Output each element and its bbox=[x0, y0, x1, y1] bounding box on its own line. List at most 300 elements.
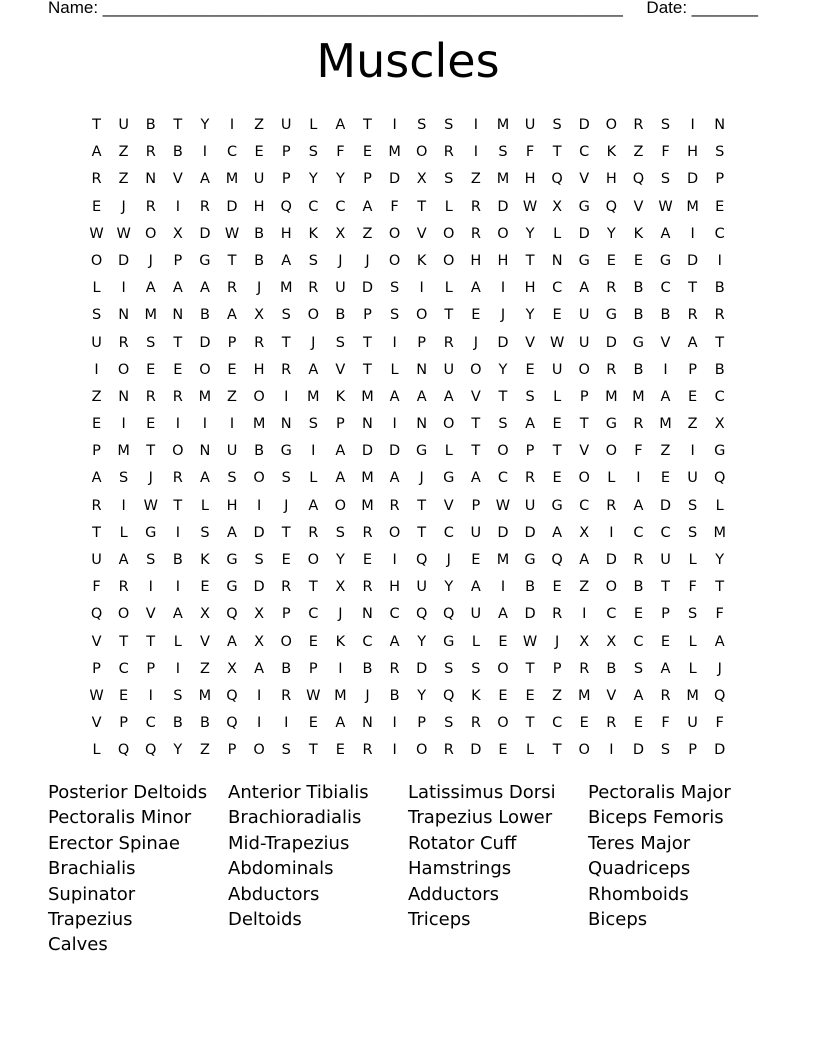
grid-letter: T bbox=[146, 633, 156, 650]
grid-letter: T bbox=[525, 715, 535, 732]
grid-letter: L bbox=[688, 660, 697, 677]
grid-letter: T bbox=[417, 497, 427, 514]
grid-letter: T bbox=[308, 579, 318, 596]
grid-letter: A bbox=[362, 198, 373, 215]
grid-letter: V bbox=[416, 225, 427, 242]
word-list-item: Hamstrings bbox=[408, 858, 512, 880]
grid-letter: S bbox=[525, 388, 535, 405]
grid-letter: L bbox=[444, 280, 453, 297]
grid-letter: I bbox=[229, 416, 235, 433]
grid-letter: K bbox=[633, 225, 644, 242]
grid-letter: R bbox=[145, 198, 156, 215]
grid-letter: A bbox=[552, 524, 563, 541]
grid-letter: X bbox=[579, 524, 590, 541]
grid-letter: O bbox=[145, 225, 157, 242]
grid-letter: C bbox=[633, 633, 644, 650]
grid-letter: V bbox=[335, 361, 346, 378]
grid-letter: B bbox=[172, 552, 183, 568]
grid-letter: M bbox=[307, 388, 320, 405]
grid-letter: S bbox=[660, 742, 671, 759]
grid-letter: H bbox=[470, 252, 482, 269]
grid-letter: T bbox=[688, 280, 698, 297]
word-list-item: Triceps bbox=[408, 908, 471, 930]
grid-letter: P bbox=[92, 443, 101, 460]
grid-letter: Z bbox=[362, 225, 373, 242]
grid-letter: Q bbox=[713, 470, 726, 487]
grid-letter: C bbox=[579, 497, 590, 514]
grid-letter: P bbox=[688, 742, 697, 759]
grid-letter: E bbox=[552, 307, 562, 324]
grid-letter: O bbox=[307, 307, 319, 324]
grid-letter: Q bbox=[443, 606, 455, 623]
grid-letter: O bbox=[253, 742, 265, 759]
grid-letter: D bbox=[388, 171, 401, 188]
grid-letter: I bbox=[392, 117, 397, 133]
grid-letter: S bbox=[498, 416, 508, 433]
grid-letter: R bbox=[281, 687, 292, 704]
grid-letter: I bbox=[121, 280, 126, 297]
grid-letter: J bbox=[256, 280, 262, 297]
grid-letter: A bbox=[443, 388, 454, 405]
grid-letter: D bbox=[470, 742, 482, 759]
grid-letter: O bbox=[117, 361, 130, 378]
grid-letter: A bbox=[227, 307, 237, 324]
grid-letter: T bbox=[92, 117, 101, 133]
grid-letter: E bbox=[606, 252, 616, 269]
grid-letter: M bbox=[496, 552, 510, 568]
grid-letter: C bbox=[579, 144, 590, 161]
grid-letter: S bbox=[146, 552, 156, 568]
grid-letter: Y bbox=[417, 687, 427, 704]
grid-letter: W bbox=[549, 334, 565, 351]
grid-letter: K bbox=[335, 388, 346, 405]
grid-letter: R bbox=[172, 470, 183, 487]
grid-letter: D bbox=[497, 334, 509, 351]
grid-letter: B bbox=[199, 307, 210, 324]
grid-letter: Q bbox=[632, 171, 645, 188]
grid-letter: R bbox=[118, 334, 129, 351]
grid-letter: U bbox=[524, 117, 536, 133]
grid-letter: S bbox=[688, 606, 698, 623]
grid-letter: R bbox=[254, 334, 265, 351]
grid-letter: W bbox=[522, 198, 538, 215]
grid-letter: T bbox=[471, 443, 481, 460]
grid-letter: Y bbox=[200, 117, 210, 133]
grid-letter: I bbox=[636, 470, 641, 487]
grid-letter: L bbox=[92, 280, 101, 297]
grid-letter: O bbox=[470, 361, 482, 378]
grid-letter: S bbox=[254, 552, 264, 568]
word-list-item: Pectoralis Minor bbox=[48, 807, 192, 829]
grid-letter: Z bbox=[552, 687, 563, 704]
grid-letter: K bbox=[416, 252, 427, 269]
grid-letter: T bbox=[173, 334, 183, 351]
grid-letter: C bbox=[497, 470, 509, 487]
grid-letter: R bbox=[606, 280, 617, 297]
grid-letter: Q bbox=[226, 715, 238, 732]
grid-letter: I bbox=[256, 715, 262, 732]
grid-letter: O bbox=[578, 470, 590, 487]
grid-letter: O bbox=[605, 117, 618, 133]
grid-letter: V bbox=[579, 171, 590, 188]
grid-letter: B bbox=[281, 660, 292, 677]
grid-letter: X bbox=[254, 633, 265, 650]
grid-letter: M bbox=[496, 171, 510, 188]
grid-letter: A bbox=[633, 687, 644, 704]
grid-letter: N bbox=[280, 416, 292, 433]
grid-letter: R bbox=[226, 280, 238, 297]
grid-letter: E bbox=[91, 416, 102, 433]
grid-letter: P bbox=[308, 660, 318, 677]
grid-letter: W bbox=[658, 198, 673, 215]
grid-letter: X bbox=[199, 606, 210, 623]
grid-letter: A bbox=[416, 388, 427, 405]
grid-letter: S bbox=[389, 280, 400, 297]
grid-letter: O bbox=[415, 742, 428, 759]
grid-letter: E bbox=[471, 307, 481, 324]
grid-letter: I bbox=[690, 117, 695, 133]
grid-letter: I bbox=[609, 524, 614, 541]
grid-letter: G bbox=[145, 524, 157, 541]
grid-letter: Z bbox=[687, 416, 698, 433]
grid-letter: U bbox=[470, 606, 482, 623]
grid-letter: W bbox=[495, 497, 511, 514]
word-list-item: Brachialis bbox=[48, 858, 136, 880]
grid-letter: R bbox=[362, 742, 373, 759]
word-list-item: Mid-Trapezius bbox=[228, 832, 350, 854]
grid-letter: I bbox=[94, 361, 99, 378]
grid-letter: D bbox=[687, 171, 699, 188]
grid-letter: I bbox=[175, 524, 180, 541]
grid-letter: Q bbox=[90, 606, 103, 623]
grid-letter: W bbox=[116, 225, 131, 242]
grid-letter: S bbox=[146, 334, 156, 351]
grid-letter: Q bbox=[226, 687, 238, 704]
grid-letter: A bbox=[389, 470, 400, 487]
word-list-item: Quadriceps bbox=[588, 858, 691, 880]
grid-letter: F bbox=[661, 715, 670, 732]
grid-letter: S bbox=[660, 117, 671, 133]
grid-letter: X bbox=[416, 171, 427, 188]
grid-letter: D bbox=[416, 660, 428, 677]
grid-letter: A bbox=[470, 579, 481, 596]
grid-letter: I bbox=[229, 117, 235, 133]
grid-letter: U bbox=[687, 470, 698, 487]
grid-letter: R bbox=[199, 198, 210, 215]
grid-letter: R bbox=[118, 579, 129, 596]
grid-letter: I bbox=[392, 715, 397, 732]
grid-letter: Z bbox=[199, 742, 210, 759]
grid-letter: E bbox=[200, 579, 210, 596]
grid-letter: S bbox=[552, 117, 562, 133]
grid-letter: G bbox=[714, 443, 726, 460]
grid-letter: V bbox=[145, 606, 156, 623]
grid-letter: P bbox=[661, 606, 670, 623]
grid-letter: D bbox=[388, 443, 401, 460]
grid-letter: S bbox=[471, 660, 481, 677]
grid-letter: S bbox=[308, 416, 318, 433]
grid-letter: W bbox=[143, 497, 158, 514]
grid-letter: C bbox=[633, 524, 644, 541]
grid-letter: R bbox=[308, 280, 319, 297]
grid-letter: C bbox=[308, 606, 319, 623]
grid-letter: Q bbox=[226, 606, 238, 623]
grid-letter: P bbox=[363, 307, 372, 324]
grid-letter: I bbox=[175, 579, 180, 596]
grid-letter: M bbox=[252, 416, 266, 433]
grid-letter: O bbox=[497, 443, 509, 460]
grid-letter: R bbox=[145, 388, 156, 405]
grid-letter: Q bbox=[551, 171, 563, 188]
grid-letter: V bbox=[660, 334, 671, 351]
grid-letter: A bbox=[579, 280, 590, 297]
grid-letter: G bbox=[226, 579, 238, 596]
grid-letter: T bbox=[146, 443, 156, 460]
grid-letter: I bbox=[202, 144, 208, 161]
grid-letter: C bbox=[552, 715, 563, 732]
grid-letter: V bbox=[579, 443, 590, 460]
grid-letter: T bbox=[525, 660, 535, 677]
grid-letter: E bbox=[91, 198, 102, 215]
grid-letter: R bbox=[443, 334, 454, 351]
word-list-item: Trapezius bbox=[48, 908, 133, 930]
grid-letter: H bbox=[687, 144, 699, 161]
grid-letter: I bbox=[284, 388, 289, 405]
grid-letter: R bbox=[443, 742, 454, 759]
grid-letter: R bbox=[443, 144, 454, 161]
grid-letter: T bbox=[715, 579, 725, 596]
grid-letter: O bbox=[605, 443, 618, 460]
grid-letter: A bbox=[335, 715, 346, 732]
grid-letter: M bbox=[334, 687, 347, 704]
grid-letter: A bbox=[389, 388, 400, 405]
grid-letter: D bbox=[605, 334, 617, 351]
grid-letter: J bbox=[338, 606, 343, 623]
grid-letter: T bbox=[417, 524, 427, 541]
grid-letter: I bbox=[419, 280, 424, 297]
grid-letter: M bbox=[686, 198, 699, 215]
grid-letter: R bbox=[91, 497, 102, 514]
grid-letter: G bbox=[605, 416, 617, 433]
grid-letter: U bbox=[118, 117, 129, 133]
grid-letter: J bbox=[338, 252, 343, 269]
grid-letter: N bbox=[118, 388, 130, 405]
word-list-item: Deltoids bbox=[228, 908, 302, 930]
grid-letter: E bbox=[688, 388, 698, 405]
grid-letter: E bbox=[173, 361, 183, 378]
grid-letter: O bbox=[280, 633, 292, 650]
grid-letter: U bbox=[470, 524, 482, 541]
grid-letter: S bbox=[660, 171, 671, 188]
grid-letter: A bbox=[579, 552, 590, 568]
grid-letter: P bbox=[579, 388, 589, 405]
grid-letter: K bbox=[471, 687, 481, 704]
grid-letter: O bbox=[253, 470, 265, 487]
grid-letter: B bbox=[714, 280, 725, 297]
grid-letter: T bbox=[471, 416, 481, 433]
grid-letter: P bbox=[417, 334, 427, 351]
grid-letter: I bbox=[256, 687, 262, 704]
grid-letter: P bbox=[471, 497, 481, 514]
grid-letter: R bbox=[525, 470, 536, 487]
grid-letter: O bbox=[605, 579, 618, 596]
grid-letter: Q bbox=[415, 606, 428, 623]
grid-letter: R bbox=[470, 198, 481, 215]
grid-letter: R bbox=[470, 225, 481, 242]
grid-letter: I bbox=[690, 443, 695, 460]
grid-letter: O bbox=[415, 307, 428, 324]
grid-letter: C bbox=[226, 144, 238, 161]
grid-letter: A bbox=[335, 117, 346, 133]
grid-letter: I bbox=[392, 742, 397, 759]
page-title: Muscles bbox=[316, 34, 500, 88]
grid-letter: I bbox=[338, 660, 343, 677]
grid-letter: C bbox=[335, 198, 346, 215]
grid-letter: B bbox=[172, 144, 183, 161]
grid-letter: I bbox=[148, 687, 153, 704]
grid-letter: K bbox=[308, 225, 319, 242]
grid-letter: S bbox=[688, 497, 698, 514]
grid-letter: T bbox=[281, 524, 291, 541]
grid-letter: Z bbox=[91, 388, 102, 405]
grid-letter: S bbox=[281, 742, 291, 759]
grid-letter: A bbox=[281, 252, 292, 269]
grid-letter: Z bbox=[118, 171, 129, 188]
grid-letter: T bbox=[92, 524, 101, 541]
grid-letter: U bbox=[280, 117, 292, 133]
grid-letter: O bbox=[415, 144, 428, 161]
grid-letter: Z bbox=[199, 660, 210, 677]
word-list-item: Trapezius Lower bbox=[408, 807, 553, 829]
grid-letter: R bbox=[606, 361, 617, 378]
grid-letter: T bbox=[715, 334, 725, 351]
grid-letter: S bbox=[444, 660, 454, 677]
grid-letter: A bbox=[470, 280, 481, 297]
grid-letter: X bbox=[714, 416, 725, 433]
grid-letter: E bbox=[146, 361, 156, 378]
grid-letter: E bbox=[633, 715, 643, 732]
grid-letter: O bbox=[388, 524, 401, 541]
grid-letter: E bbox=[146, 416, 156, 433]
grid-letter: B bbox=[254, 443, 265, 460]
grid-letter: U bbox=[253, 171, 265, 188]
grid-letter: U bbox=[660, 552, 671, 568]
grid-letter: I bbox=[473, 117, 478, 133]
grid-letter: S bbox=[335, 524, 345, 541]
grid-letter: A bbox=[660, 225, 671, 242]
grid-letter: H bbox=[605, 171, 617, 188]
word-list-item: Anterior Tibialis bbox=[228, 782, 369, 803]
grid-letter: X bbox=[335, 579, 346, 596]
grid-letter: M bbox=[605, 388, 618, 405]
grid-letter: I bbox=[609, 742, 614, 759]
grid-letter: S bbox=[688, 524, 698, 541]
grid-letter: A bbox=[308, 361, 319, 378]
grid-letter: H bbox=[226, 497, 238, 514]
grid-letter: P bbox=[173, 252, 183, 269]
grid-letter: B bbox=[389, 687, 400, 704]
grid-letter: S bbox=[281, 470, 291, 487]
grid-letter: L bbox=[553, 388, 562, 405]
grid-letter: G bbox=[416, 443, 428, 460]
grid-letter: D bbox=[605, 552, 617, 568]
grid-letter: N bbox=[714, 117, 726, 133]
grid-letter: T bbox=[281, 334, 291, 351]
grid-letter: R bbox=[362, 579, 373, 596]
grid-letter: J bbox=[717, 660, 722, 677]
grid-letter: G bbox=[280, 443, 292, 460]
grid-letter: G bbox=[551, 497, 563, 514]
grid-letter: V bbox=[199, 633, 210, 650]
grid-letter: I bbox=[500, 579, 506, 596]
grid-letter: Z bbox=[470, 171, 481, 188]
grid-letter: X bbox=[172, 225, 183, 242]
grid-letter: S bbox=[444, 117, 454, 133]
grid-letter: L bbox=[471, 633, 480, 650]
grid-letter: Q bbox=[415, 552, 428, 568]
grid-letter: R bbox=[633, 552, 644, 568]
grid-letter: A bbox=[254, 660, 265, 677]
grid-letter: P bbox=[688, 361, 697, 378]
grid-letter: C bbox=[660, 524, 671, 541]
grid-letter: B bbox=[525, 579, 536, 596]
grid-letter: B bbox=[714, 361, 725, 378]
grid-letter: S bbox=[498, 144, 508, 161]
grid-letter: A bbox=[335, 470, 346, 487]
grid-letter: I bbox=[202, 416, 208, 433]
grid-letter: G bbox=[443, 633, 455, 650]
grid-letter: J bbox=[446, 552, 451, 568]
grid-letter: E bbox=[471, 552, 481, 568]
grid-letter: P bbox=[146, 660, 156, 677]
grid-letter: U bbox=[91, 552, 102, 568]
grid-letter: O bbox=[253, 388, 265, 405]
grid-letter: J bbox=[284, 497, 289, 514]
grid-letter: K bbox=[335, 633, 346, 650]
grid-letter: E bbox=[552, 579, 562, 596]
grid-letter: O bbox=[172, 443, 184, 460]
grid-letter: U bbox=[687, 715, 698, 732]
grid-letter: W bbox=[224, 225, 240, 242]
grid-letter: U bbox=[578, 307, 590, 324]
grid-letter: S bbox=[308, 144, 318, 161]
grid-letter: S bbox=[417, 117, 427, 133]
grid-letter: P bbox=[363, 171, 372, 188]
grid-letter: E bbox=[308, 633, 318, 650]
grid-letter: V bbox=[443, 497, 454, 514]
grid-letter: N bbox=[362, 416, 373, 433]
grid-letter: O bbox=[497, 660, 509, 677]
grid-letter: M bbox=[632, 388, 645, 405]
grid-letter: E bbox=[498, 742, 508, 759]
grid-letter: D bbox=[497, 198, 509, 215]
grid-letter: N bbox=[551, 252, 563, 269]
grid-letter: X bbox=[335, 225, 346, 242]
word-list-item: Brachioradialis bbox=[228, 807, 362, 829]
word-list-item: Erector Spinae bbox=[48, 832, 180, 854]
grid-letter: X bbox=[606, 633, 617, 650]
grid-letter: I bbox=[148, 579, 153, 596]
grid-letter: I bbox=[175, 198, 180, 215]
grid-letter: R bbox=[145, 144, 156, 161]
grid-letter: N bbox=[416, 361, 428, 378]
grid-letter: A bbox=[227, 633, 237, 650]
grid-letter: F bbox=[661, 144, 670, 161]
grid-letter: A bbox=[660, 660, 671, 677]
word-list-item: Supinator bbox=[48, 883, 136, 905]
grid-letter: R bbox=[633, 416, 644, 433]
grid-letter: R bbox=[579, 660, 590, 677]
